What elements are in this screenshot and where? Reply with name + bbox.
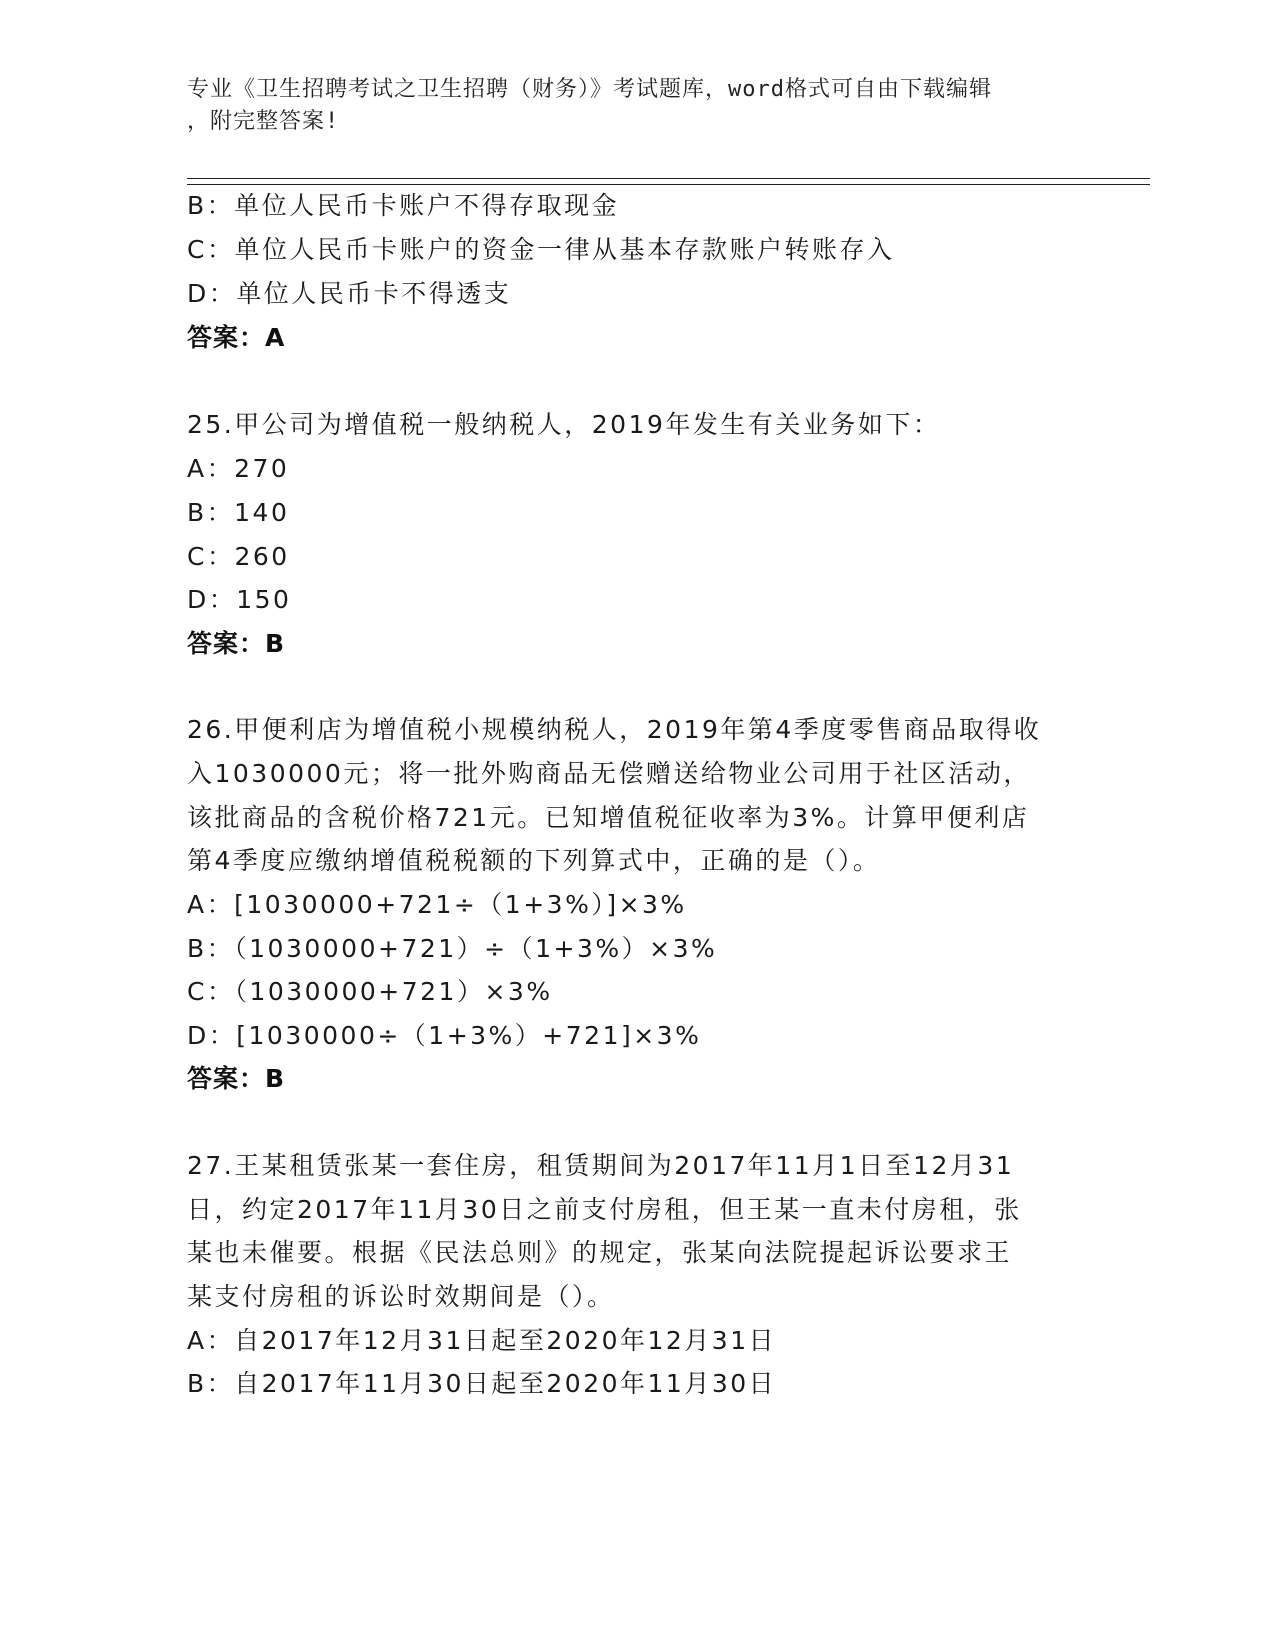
question-26-option-c: C：（1030000+721）×3% [187,977,553,1006]
option-b: B：单位人民币卡账户不得存取现金 [187,191,620,220]
question-25-option-b: B：140 [187,498,290,527]
option-d: D：单位人民币卡不得透支 [187,279,512,308]
question-25-answer: 答案：B [187,629,286,658]
header-line-2: ，附完整答案! [187,109,340,134]
header-line-1: 专业《卫生招聘考试之卫生招聘（财务）》考试题库，word格式可自由下载编辑 [187,77,992,102]
question-27-option-a: A：自2017年12月31日起至2020年12月31日 [187,1326,777,1355]
question-27-stem-line-3: 某也未催要。根据《民法总则》的规定，张某向法院提起诉讼要求王 [187,1238,1013,1267]
question-25-option-d: D：150 [187,585,292,614]
question-27-stem-line-1: 27.王某租赁张某一套住房，租赁期间为2017年11月1日至12月31 [187,1151,1015,1180]
question-26-option-a: A：[1030000+721÷（1+3%）]×3% [187,890,687,919]
question-25-option-c: C：260 [187,542,290,571]
question-27-stem-line-2: 日，约定2017年11月30日之前支付房租，但王某一直未付房租，张 [187,1195,1022,1224]
answer: 答案：A [187,323,286,352]
question-26-option-d: D：[1030000÷（1+3%）+721]×3% [187,1021,702,1050]
question-26-stem-line-1: 26.甲便利店为增值税小规模纳税人，2019年第4季度零售商品取得收 [187,715,1042,744]
document-header [187,74,1067,138]
header-divider-top [187,178,1150,179]
question-26-option-b: B：（1030000+721）÷（1+3%）×3% [187,934,718,963]
question-25-stem: 25.甲公司为增值税一般纳税人，2019年发生有关业务如下： [187,410,941,439]
question-26-stem-line-3: 该批商品的含税价格721元。已知增值税征收率为3%。计算甲便利店 [187,803,1030,832]
question-26-stem-line-2: 入1030000元；将一批外购商品无偿赠送给物业公司用于社区活动， [187,759,1031,788]
question-26-stem-line-4: 第4季度应缴纳增值税税额的下列算式中，正确的是（）。 [187,846,881,875]
question-25-option-a: A：270 [187,454,290,483]
option-c: C：单位人民币卡账户的资金一律从基本存款账户转账存入 [187,235,895,264]
question-26-answer: 答案：B [187,1064,286,1093]
question-27-option-b: B：自2017年11月30日起至2020年11月30日 [187,1369,777,1398]
question-27-stem-line-4: 某支付房租的诉讼时效期间是（）。 [187,1282,615,1311]
header-divider-bottom [187,184,1150,185]
